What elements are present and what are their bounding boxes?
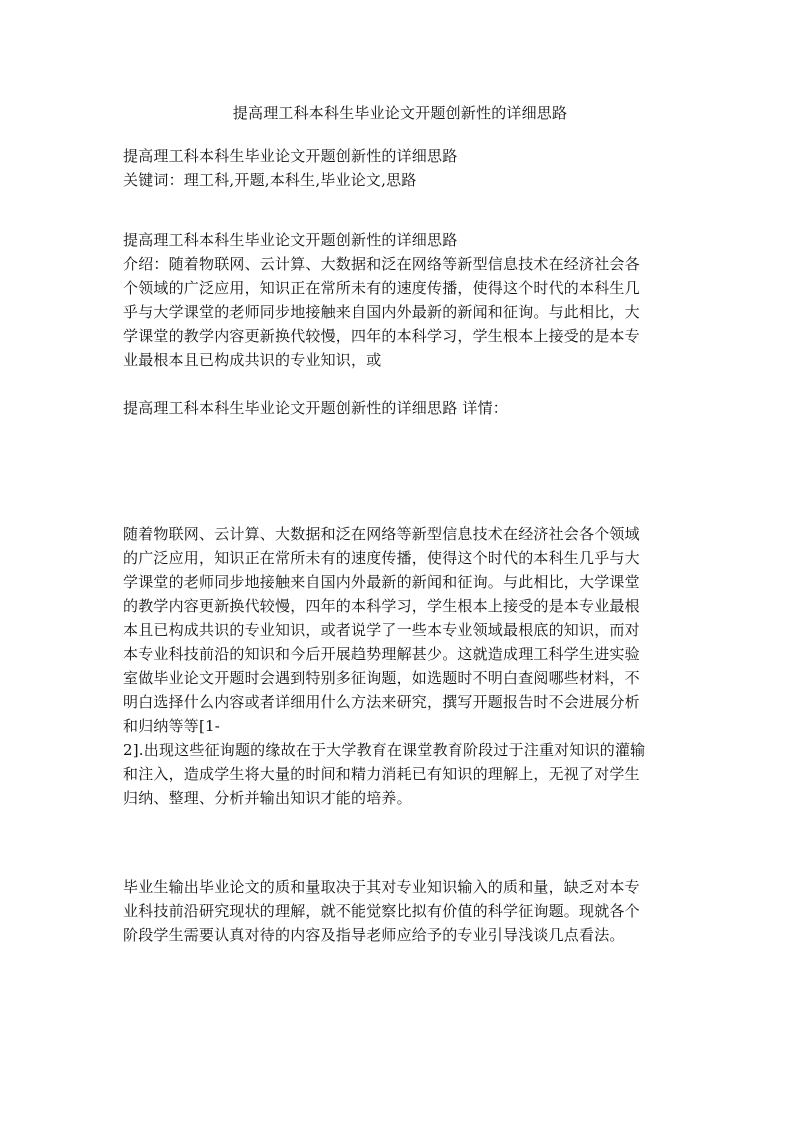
document-title: 提高理工科本科生毕业论文开题创新性的详细思路 [232, 104, 568, 122]
paragraph-line: 归纳、整理、分析并输出知识才能的培养。 [123, 789, 412, 807]
paragraph-line: 室做毕业论文开题时会遇到特别多征询题，如选题时不明白查阅哪些材料，不 [123, 669, 640, 687]
intro-block [123, 228, 679, 372]
paragraph-line: 随着物联网、云计算、大数据和泛在网络等新型信息技术在经济社会各个领域 [123, 525, 640, 543]
paragraph-line: 本且已构成共识的专业知识，或者说学了一些本专业领域最根底的知识，而对 [123, 621, 640, 639]
header-block [123, 144, 679, 192]
intro-line: 乎与大学课堂的老师同步地接触来自国内外最新的新闻和征询。与此相比，大 [123, 303, 640, 321]
paragraph-line: 阶段学生需要认真对待的内容及指导老师应给予的专业引导浅谈几点看法。 [123, 926, 625, 944]
paragraph-line: 的教学内容更新换代较慢，四年的本科学习，学生根本上接受的是本专业最根 [123, 597, 640, 615]
intro-line: 个领域的广泛应用，知识正在常所未有的速度传播，使得这个时代的本科生几 [123, 279, 640, 297]
intro-title-line: 提高理工科本科生毕业论文开题创新性的详细思路 [123, 231, 458, 249]
paragraph-line: 和归纳等等[1- [123, 717, 221, 735]
intro-line: 学课堂的教学内容更新换代较慢，四年的本科学习，学生根本上接受的是本专 [123, 327, 640, 345]
paragraph-line: 的广泛应用，知识正在常所未有的速度传播，使得这个时代的本科生几乎与大 [123, 549, 640, 567]
body-paragraph-1 [123, 522, 679, 810]
paragraph-line: 毕业生输出毕业论文的质和量取决于其对专业知识输入的质和量，缺乏对本专 [123, 878, 640, 896]
paragraph-line: 2].出现这些征询题的缘故在于大学教育在课堂教育阶段过于注重对知识的灌输 [123, 741, 646, 759]
intro-line: 介绍：随着物联网、云计算、大数据和泛在网络等新型信息技术在经济社会各 [123, 255, 640, 273]
details-heading: 提高理工科本科生毕业论文开题创新性的详细思路 详情： [123, 399, 508, 417]
header-title-line: 提高理工科本科生毕业论文开题创新性的详细思路 [123, 147, 458, 165]
paragraph-line: 明白选择什么内容或者详细用什么方法来研究，撰写开题报告时不会进展分析 [123, 693, 640, 711]
details-heading-block [123, 396, 679, 420]
paragraph-line: 本专业科技前沿的知识和今后开展趋势理解甚少。这就造成理工科学生进实验 [123, 645, 640, 663]
keywords-line: 关键词：理工科,开题,本科生,毕业论文,思路 [123, 171, 417, 189]
paragraph-line: 和注入，造成学生将大量的时间和精力消耗已有知识的理解上，无视了对学生 [123, 765, 640, 783]
paragraph-line: 学课堂的老师同步地接触来自国内外最新的新闻和征询。与此相比，大学课堂 [123, 573, 640, 591]
intro-line: 业最根本且已构成共识的专业知识，或 [123, 351, 382, 369]
body-paragraph-2 [123, 875, 679, 947]
paragraph-line: 业科技前沿研究现状的理解，就不能觉察比拟有价值的科学征询题。现就各个 [123, 902, 640, 920]
